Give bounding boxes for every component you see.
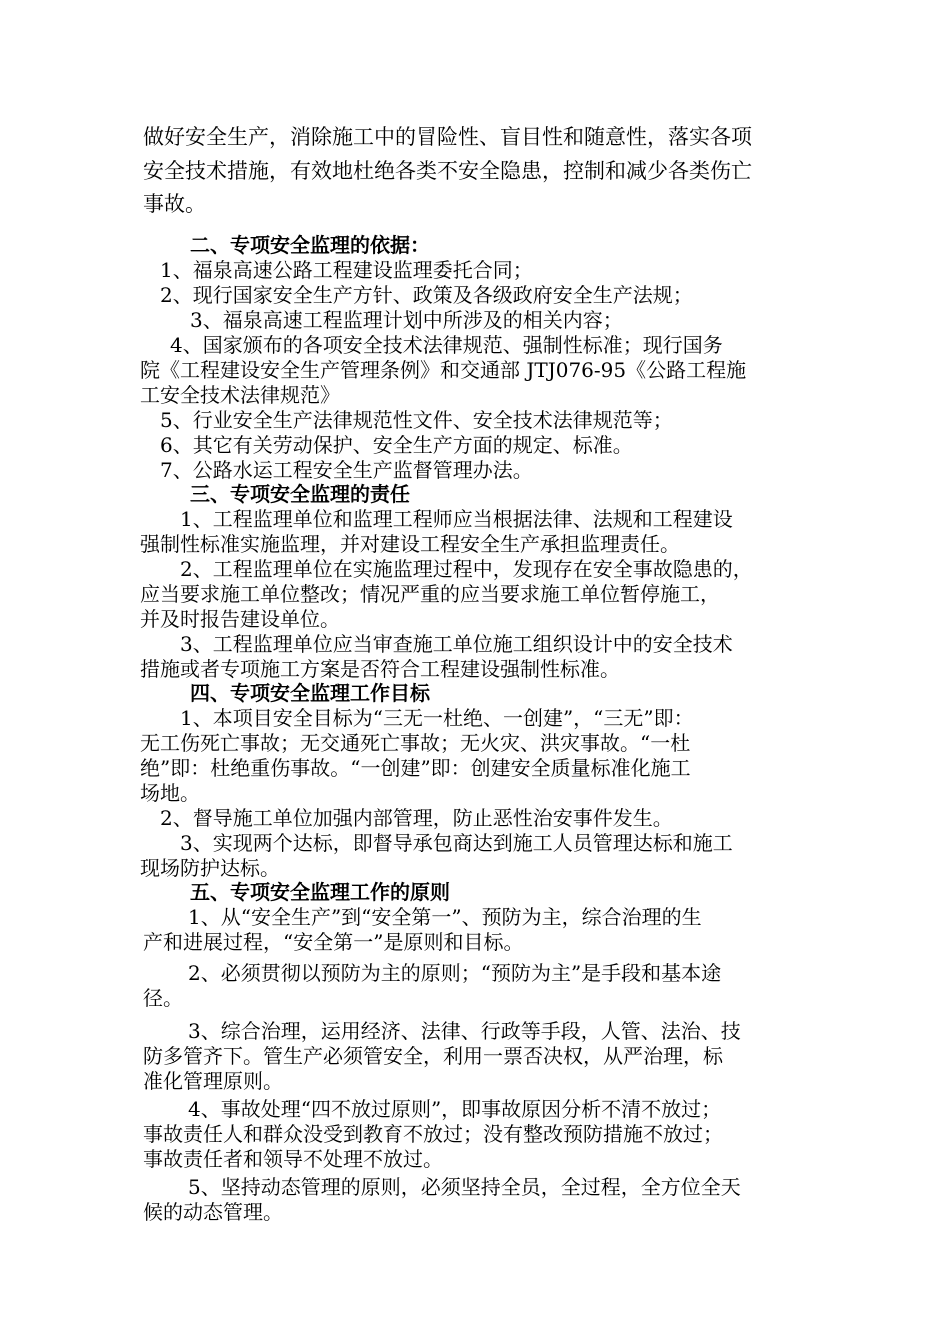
intro-line: 事故。 bbox=[143, 192, 206, 216]
list-item: 防多管齐下。管生产必须管安全，利用一票否决权，从严治理，标 bbox=[143, 1044, 723, 1068]
intro-line: 做好安全生产，消除施工中的冒险性、盲目性和随意性，落实各项 bbox=[143, 125, 752, 149]
list-item: 候的动态管理。 bbox=[143, 1200, 283, 1224]
list-item: 1、从“安全生产”到“安全第一”、预防为主，综合治理的生 bbox=[188, 905, 702, 929]
list-item: 径。 bbox=[143, 986, 183, 1010]
list-item: 应当要求施工单位整改；情况严重的应当要求施工单位暂停施工， bbox=[140, 582, 720, 606]
list-item: 3、工程监理单位应当审查施工单位施工组织设计中的安全技术 bbox=[180, 632, 733, 656]
list-item: 事故责任者和领导不处理不放过。 bbox=[143, 1147, 443, 1171]
list-item: 无工伤死亡事故；无交通死亡事故；无火灾、洪灾事故。“一杜 bbox=[140, 731, 691, 755]
list-item: 3、福泉高速工程监理计划中所涉及的相关内容； bbox=[190, 308, 623, 332]
section-heading: 三、专项安全监理的责任 bbox=[190, 482, 410, 506]
list-item: 1、本项目安全目标为“三无一杜绝、一创建”，“三无”即： bbox=[180, 706, 694, 730]
list-item: 6、其它有关劳动保护、安全生产方面的规定、标准。 bbox=[160, 433, 633, 457]
list-item: 工安全技术法律规范》 bbox=[140, 383, 340, 407]
list-item: 3、实现两个达标，即督导承包商达到施工人员管理达标和施工 bbox=[180, 831, 733, 855]
list-item: 5、坚持动态管理的原则，必须坚持全员，全过程，全方位全天 bbox=[188, 1175, 741, 1199]
list-item: 绝”即：杜绝重伤事故。“一创建”即：创建安全质量标准化施工 bbox=[140, 756, 691, 780]
list-item: 3、综合治理，运用经济、法律、行政等手段，人管、法治、技 bbox=[188, 1019, 741, 1043]
list-item: 1、工程监理单位和监理工程师应当根据法律、法规和工程建设 bbox=[180, 507, 733, 531]
list-item: 5、行业安全生产法律规范性文件、安全技术法律规范等； bbox=[160, 408, 673, 432]
list-item: 并及时报告建设单位。 bbox=[140, 607, 340, 631]
list-item: 7、公路水运工程安全生产监督管理办法。 bbox=[160, 458, 533, 482]
list-item: 2、现行国家安全生产方针、政策及各级政府安全生产法规； bbox=[160, 283, 693, 307]
list-item: 强制性标准实施监理，并对建设工程安全生产承担监理责任。 bbox=[140, 532, 680, 556]
section-heading: 四、专项安全监理工作目标 bbox=[190, 681, 430, 705]
list-item: 措施或者专项施工方案是否符合工程建设强制性标准。 bbox=[140, 657, 620, 681]
list-item: 2、必须贯彻以预防为主的原则；“预防为主”是手段和基本途 bbox=[188, 961, 722, 985]
list-item: 场地。 bbox=[140, 781, 200, 805]
intro-line: 安全技术措施，有效地杜绝各类不安全隐患，控制和减少各类伤亡 bbox=[143, 159, 752, 183]
list-item: 4、国家颁布的各项安全技术法律规范、强制性标准；现行国务 bbox=[170, 333, 723, 357]
list-item: 2、工程监理单位在实施监理过程中，发现存在安全事故隐患的， bbox=[180, 557, 753, 581]
list-item: 产和进展过程，“安全第一”是原则和目标。 bbox=[143, 930, 524, 954]
section-heading: 二、专项安全监理的依据： bbox=[190, 233, 430, 257]
list-item: 准化管理原则。 bbox=[143, 1069, 283, 1093]
list-item: 4、事故处理“四不放过原则”，即事故原因分析不清不放过； bbox=[188, 1097, 722, 1121]
list-item: 院《工程建设安全生产管理条例》和交通部 JTJ076-95《公路工程施 bbox=[140, 358, 747, 382]
list-item: 2、督导施工单位加强内部管理，防止恶性治安事件发生。 bbox=[160, 806, 673, 830]
list-item: 事故责任人和群众没受到教育不放过；没有整改预防措施不放过； bbox=[143, 1122, 723, 1146]
list-item: 1、福泉高速公路工程建设监理委托合同； bbox=[160, 258, 533, 282]
list-item: 现场防护达标。 bbox=[140, 856, 280, 880]
section-heading: 五、专项安全监理工作的原则 bbox=[190, 880, 450, 904]
